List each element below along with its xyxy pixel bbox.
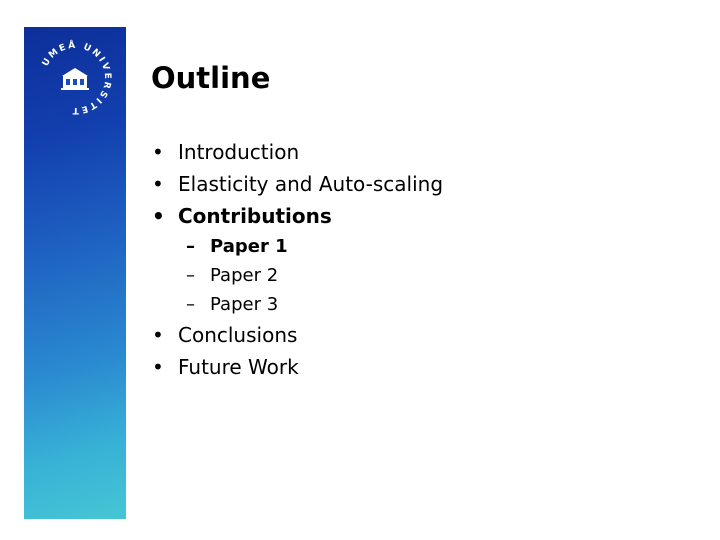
contributions-sublist-wrapper (152, 232, 443, 319)
outline-item-conclusions (152, 319, 443, 351)
sub-item-label: Paper 1 (210, 236, 288, 257)
bullet-icon: • (152, 172, 164, 196)
bullet-icon: • (152, 140, 164, 164)
outline-item-introduction (152, 136, 443, 168)
bullet-icon: • (152, 204, 165, 228)
outline-item-future-work (152, 351, 443, 383)
svg-text:UMEÅ UNIVERSITET: UMEÅ UNIVERSITET (40, 40, 113, 116)
dash-icon: – (186, 236, 195, 257)
sub-item-paper-3 (186, 290, 477, 319)
outline-item-label: Contributions (178, 204, 332, 228)
outline-item-label: Introduction (178, 140, 300, 164)
outline-item-contributions (152, 200, 443, 232)
bullet-icon: • (152, 323, 164, 347)
outline-item-label: Conclusions (178, 323, 298, 347)
outline-list (152, 136, 443, 383)
contributions-sublist (186, 232, 477, 319)
outline-item-label: Future Work (178, 355, 299, 379)
sub-item-paper-2 (186, 261, 477, 290)
dash-icon: – (186, 265, 195, 286)
outline-item-label: Elasticity and Auto-scaling (178, 172, 444, 196)
sub-item-paper-1 (186, 232, 477, 261)
bullet-icon: • (152, 355, 164, 379)
sub-item-label: Paper 3 (210, 294, 279, 315)
outline-item-elasticity (152, 168, 443, 200)
slide-title: Outline (151, 61, 271, 95)
university-seal-icon (35, 38, 115, 118)
sub-item-label: Paper 2 (210, 265, 279, 286)
dash-icon: – (186, 294, 195, 315)
